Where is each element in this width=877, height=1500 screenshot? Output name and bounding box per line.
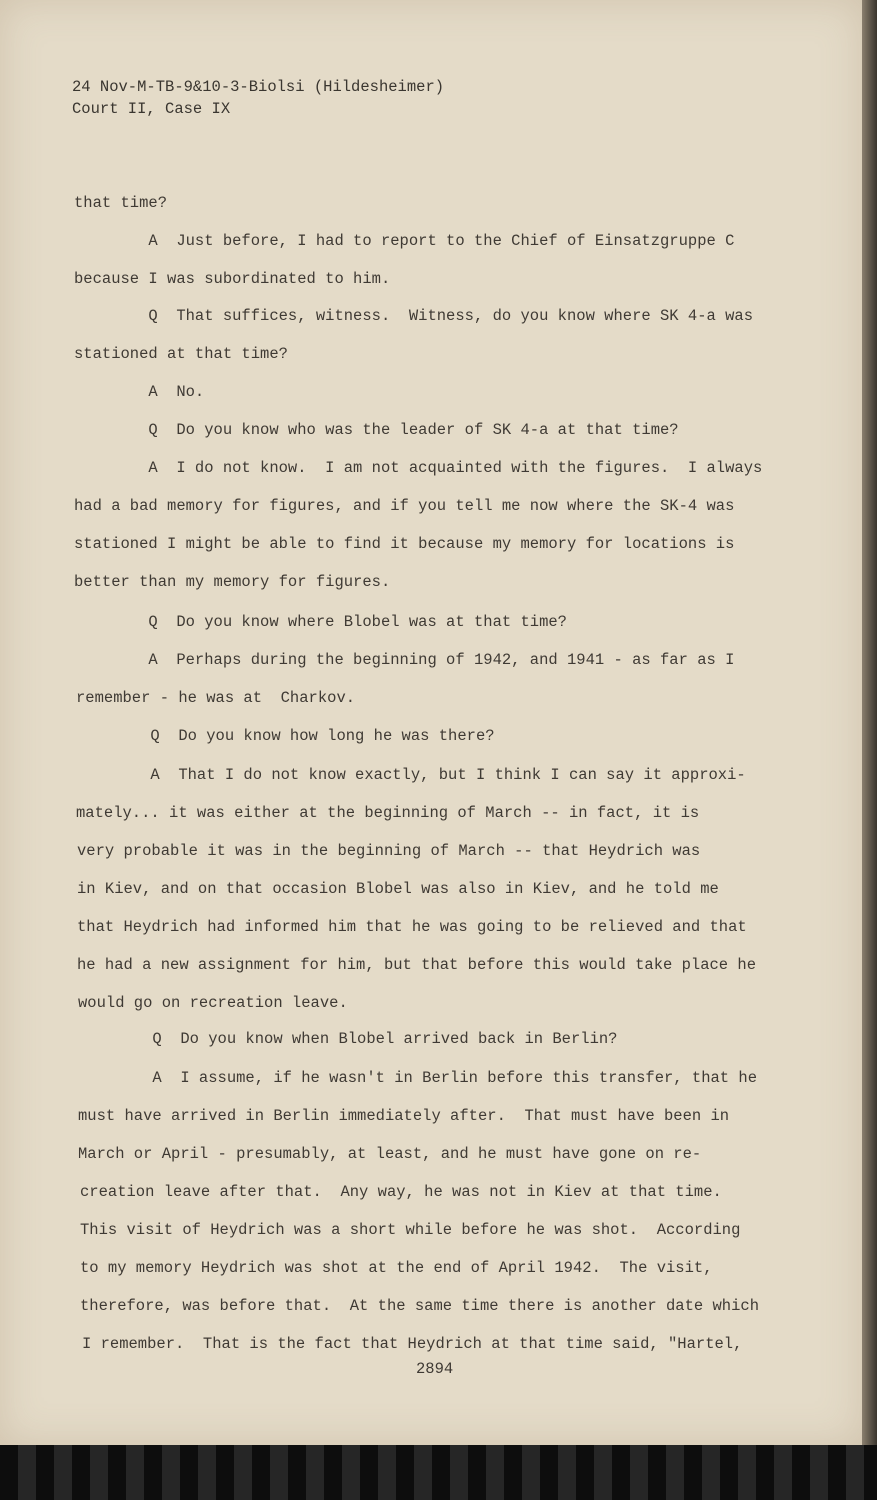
transcript-line: Q Do you know how long he was there? [76, 727, 495, 745]
transcript-line: therefore, was before that. At the same time there is another date which [80, 1297, 760, 1315]
transcript-line: stationed at that time? [74, 345, 288, 363]
transcript-line: better than my memory for figures. [74, 573, 391, 591]
transcript-line: Q Do you know when Blobel arrived back in Berlin? [78, 1030, 618, 1048]
transcript-line: A I do not know. I am not acquainted with the figures. I always [74, 459, 763, 477]
transcript-line: remember - he was at Charkov. [76, 689, 356, 707]
transcript-line: in Kiev, and on that occasion Blobel was also in Kiev, and he told me [77, 880, 719, 898]
page-number: 2894 [416, 1360, 454, 1378]
transcript-line: Q Do you know who was the leader of SK 4-a at that time? [74, 421, 679, 439]
transcript-line: had a bad memory for figures, and if you tell me now where the SK-4 was [74, 497, 735, 515]
document-header [72, 76, 444, 120]
scan-bottom-strip [0, 1445, 877, 1500]
page-edge-shadow [862, 0, 877, 1445]
transcript-line: A I assume, if he wasn't in Berlin before this transfer, that he [78, 1069, 758, 1087]
header-case-reference: 24 Nov-M-TB-9&10-3-Biolsi (Hildesheimer) [72, 78, 445, 96]
transcript-line: A Perhaps during the beginning of 1942, and 1941 - as far as I [74, 651, 735, 669]
transcript-line: to my memory Heydrich was shot at the end of April 1942. The visit, [80, 1259, 713, 1277]
transcript-line: Q That suffices, witness. Witness, do you know where SK 4-a was [74, 307, 754, 325]
transcript-line: Q Do you know where Blobel was at that time? [74, 613, 567, 631]
transcript-line: he had a new assignment for him, but that before this would take place he [77, 956, 757, 974]
transcript-line: creation leave after that. Any way, he was not in Kiev at that time. [80, 1183, 722, 1201]
transcript-line: March or April - presumably, at least, and he must have gone on re- [78, 1145, 702, 1163]
transcript-line: would go on recreation leave. [78, 994, 348, 1012]
transcript-line: mately... it was either at the beginning of March -- in fact, it is [76, 804, 700, 822]
transcript-line: A That I do not know exactly, but I think I can say it approxi- [76, 766, 746, 784]
transcript-line: I remember. That is the fact that Heydrich at that time said, "Hartel, [82, 1335, 743, 1353]
transcript-line: A No. [74, 383, 205, 401]
transcript-line: that time? [74, 194, 168, 212]
transcript-line: because I was subordinated to him. [74, 270, 391, 288]
header-court: Court II, Case IX [72, 100, 231, 118]
transcript-line: This visit of Heydrich was a short while before he was shot. According [80, 1221, 741, 1239]
transcript-line: stationed I might be able to find it because my memory for locations is [74, 535, 735, 553]
transcript-line: that Heydrich had informed him that he was going to be relieved and that [77, 918, 747, 936]
transcript-line: must have arrived in Berlin immediately after. That must have been in [78, 1107, 730, 1125]
transcript-line: A Just before, I had to report to the Chief of Einsatzgruppe C [74, 232, 735, 250]
transcript-line: very probable it was in the beginning of March -- that Heydrich was [77, 842, 701, 860]
